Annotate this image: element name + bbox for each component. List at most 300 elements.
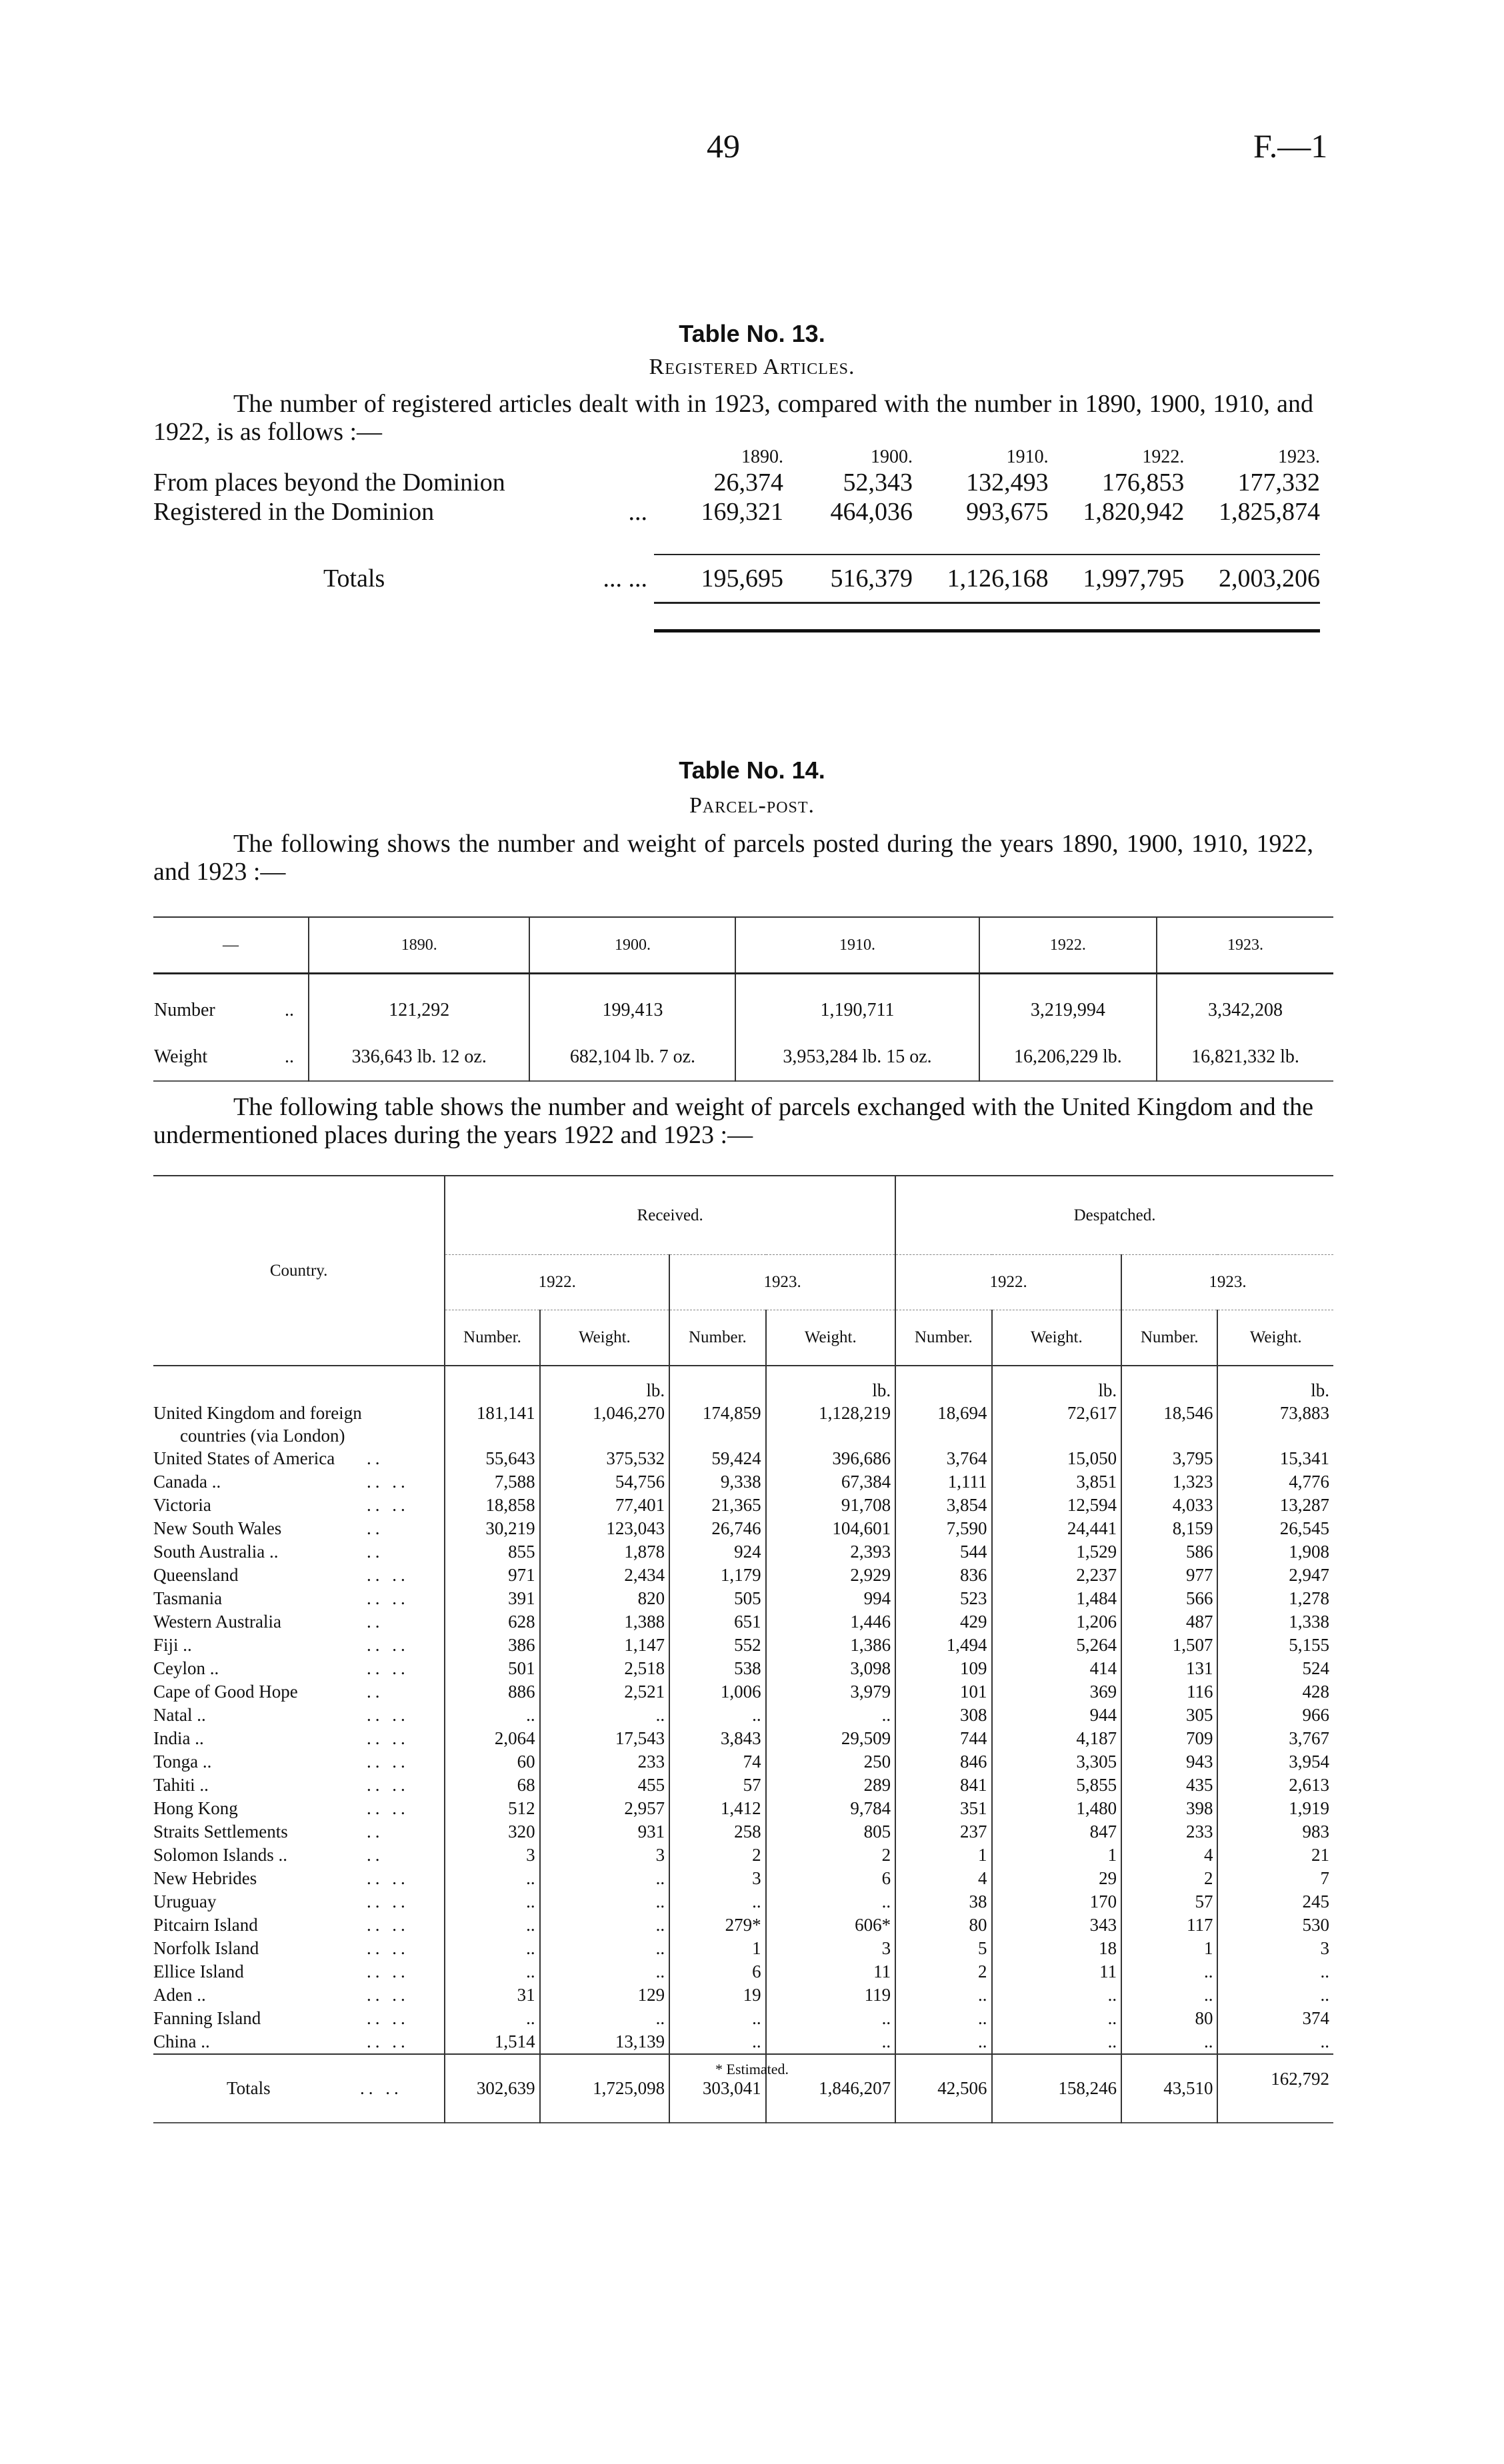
table-row — [153, 1402, 1333, 1425]
leader-dots: .. .. — [367, 1938, 409, 1958]
cell-value: 3,979 — [766, 1680, 896, 1704]
leader-dots: .. .. — [367, 1798, 409, 1818]
cell-value: 59,424 — [669, 1447, 765, 1470]
cell-value: 174,859 — [669, 1402, 765, 1425]
cell-value: .. — [669, 1890, 765, 1913]
country-cell — [153, 1890, 445, 1913]
cell-value: 3,764 — [895, 1447, 991, 1470]
cell-value: 7,590 — [895, 1517, 991, 1540]
cell-value: 2,947 — [1217, 1564, 1333, 1587]
country-cell — [153, 1820, 445, 1844]
cell-value: 505 — [669, 1587, 765, 1610]
cell-value: 117 — [1121, 1913, 1217, 1937]
country-name: countries (via London) — [180, 1426, 345, 1446]
country-cell — [153, 1447, 445, 1470]
cell-value: 258 — [669, 1820, 765, 1844]
leader-dots: .. .. — [367, 1752, 409, 1772]
cell-value: .. — [1121, 2030, 1217, 2054]
country-name: United Kingdom and foreign — [153, 1403, 362, 1423]
subcol-header: Number. — [445, 1310, 539, 1366]
cell-value: 237 — [895, 1820, 991, 1844]
cell-value: 820 — [540, 1587, 670, 1610]
cell-value: 54,756 — [540, 1470, 670, 1494]
table-row — [153, 1913, 1333, 1937]
cell-value: 24,441 — [992, 1517, 1122, 1540]
cell-value: 651 — [669, 1610, 765, 1634]
unit-label: lb. — [766, 1366, 896, 1402]
leader-dots: .. .. — [367, 1472, 409, 1492]
cell-value: 2 — [766, 1844, 896, 1867]
cell-value: 336,643 lb. 12 oz. — [309, 1034, 529, 1081]
country-cell — [153, 2030, 445, 2054]
cell-value: 524 — [1217, 1657, 1333, 1680]
cell-value: .. — [1217, 2030, 1333, 2054]
cell-value: 9,784 — [766, 1797, 896, 1820]
cell-value: 5,855 — [992, 1774, 1122, 1797]
leader-dots: ... — [628, 498, 648, 526]
table13-subtitle: Registered Articles. — [649, 355, 855, 379]
leader-dots: .. .. — [367, 1891, 409, 1911]
cell-value — [895, 1425, 991, 1447]
country-name: India .. — [153, 1728, 204, 1748]
unit-label: lb. — [1217, 1366, 1333, 1402]
cell-value: 3,098 — [766, 1657, 896, 1680]
cell-value: 523 — [895, 1587, 991, 1610]
cell-value: .. — [540, 1960, 670, 1983]
cell-value: 17,543 — [540, 1727, 670, 1750]
cell-value: 343 — [992, 1913, 1122, 1937]
table13-title: Table No. 13. — [679, 320, 825, 347]
country-name: Norfolk Island — [153, 1938, 259, 1958]
country-name: Ceylon .. — [153, 1658, 219, 1678]
country-name: Hong Kong — [153, 1798, 238, 1818]
cell-value: 3,305 — [992, 1750, 1122, 1774]
total-value: 195,695 — [701, 565, 784, 593]
cell-value: 8,159 — [1121, 1517, 1217, 1540]
cell-value: 67,384 — [766, 1470, 896, 1494]
cell-value: 3,767 — [1217, 1727, 1333, 1750]
cell-value: 11 — [992, 1960, 1122, 1983]
country-name: Fanning Island — [153, 2008, 261, 2028]
year-header: 1922. — [1142, 447, 1185, 467]
cell-value: 1,388 — [540, 1610, 670, 1634]
cell-value: 1,190,711 — [735, 974, 979, 1034]
country-cell — [153, 1727, 445, 1750]
cell-value: 3 — [669, 1867, 765, 1890]
column-header: 1923. — [1157, 917, 1333, 974]
cell-value: 606* — [766, 1913, 896, 1937]
table-row — [153, 497, 1320, 527]
leader-dots: .. .. — [367, 1565, 409, 1585]
cell-value: 398 — [1121, 1797, 1217, 1820]
cell-value: 308 — [895, 1704, 991, 1727]
cell-value: .. — [992, 2030, 1122, 2054]
cell-value: .. — [540, 1704, 670, 1727]
country-name: Tahiti .. — [153, 1775, 209, 1795]
cell-value: 2,521 — [540, 1680, 670, 1704]
country-cell — [153, 1704, 445, 1727]
country-name: Ellice Island — [153, 1961, 244, 1981]
year-header: 1890. — [741, 447, 784, 467]
table-row — [153, 1797, 1333, 1820]
cell-value: 289 — [766, 1774, 896, 1797]
cell-value: 847 — [992, 1820, 1122, 1844]
cell-value: 77,401 — [540, 1494, 670, 1517]
cell-value: 1,529 — [992, 1540, 1122, 1564]
table-row — [153, 1517, 1333, 1540]
country-name: Western Australia — [153, 1612, 282, 1632]
country-name: Queensland — [153, 1565, 239, 1585]
cell-value: 1,919 — [1217, 1797, 1333, 1820]
leader-dots: .. .. — [367, 1728, 409, 1748]
cell-value: 11 — [766, 1960, 896, 1983]
country-name: Natal .. — [153, 1705, 206, 1725]
cell-value: 3 — [766, 1937, 896, 1960]
leader-dots: .. .. — [367, 2031, 409, 2051]
cell-value: 16,206,229 lb. — [979, 1034, 1157, 1081]
subcol-header: Weight. — [1217, 1310, 1333, 1366]
table-row — [153, 1844, 1333, 1867]
cell-value: 31 — [445, 1983, 539, 2007]
cell-value: 351 — [895, 1797, 991, 1820]
table14-header-row — [153, 917, 1333, 974]
cell-value: 57 — [1121, 1890, 1217, 1913]
cell-value: 429 — [895, 1610, 991, 1634]
subcol-header: Weight. — [540, 1310, 670, 1366]
country-name: Cape of Good Hope — [153, 1682, 298, 1702]
cell-value: 1,484 — [992, 1587, 1122, 1610]
country-cell — [153, 1517, 445, 1540]
table14-subtitle: Parcel-post. — [689, 793, 815, 818]
table-row — [153, 1657, 1333, 1680]
cell-value: 2,393 — [766, 1540, 896, 1564]
leader-dots: .. — [367, 1682, 384, 1702]
cell-value: .. — [669, 2007, 765, 2030]
cell-value: 7,588 — [445, 1470, 539, 1494]
cell-value: 15,050 — [992, 1447, 1122, 1470]
total-value: 42,506 — [895, 2054, 991, 2123]
leader-dots: .. — [367, 1542, 384, 1562]
cell-value: 1,386 — [766, 1634, 896, 1657]
cell-value: 396,686 — [766, 1447, 896, 1470]
cell-value: 1,908 — [1217, 1540, 1333, 1564]
cell-value: 1,111 — [895, 1470, 991, 1494]
leader-dots: .. .. — [367, 1775, 409, 1795]
parcels-exchanged-table — [153, 1175, 1333, 2123]
country-cell — [153, 1610, 445, 1634]
despatched-header: Despatched. — [895, 1176, 1333, 1255]
country-name: Canada .. — [153, 1472, 221, 1492]
country-cell — [153, 1540, 445, 1564]
column-header: 1890. — [309, 917, 529, 974]
cell-value — [766, 1425, 896, 1447]
cell-value — [992, 1425, 1122, 1447]
country-cell — [153, 1564, 445, 1587]
cell-value: 682,104 lb. 7 oz. — [529, 1034, 735, 1081]
cell-value: 101 — [895, 1680, 991, 1704]
cell-value — [540, 1425, 670, 1447]
cell-value: 57 — [669, 1774, 765, 1797]
subcol-header: Number. — [895, 1310, 991, 1366]
year-header: 1923. — [669, 1255, 895, 1310]
double-rule — [153, 603, 1320, 631]
country-name: Uruguay — [153, 1891, 217, 1911]
table-row — [153, 1890, 1333, 1913]
unit-row — [153, 1366, 1333, 1402]
cell-value: 15,341 — [1217, 1447, 1333, 1470]
year-header: 1922. — [445, 1255, 669, 1310]
table-row — [153, 1540, 1333, 1564]
leader-dots: .. .. — [367, 1868, 409, 1888]
country-name: Tonga .. — [153, 1752, 212, 1772]
cell-value: 2 — [669, 1844, 765, 1867]
table-row — [153, 1034, 1333, 1081]
cell-value: 1,338 — [1217, 1610, 1333, 1634]
leader-dots: .. — [367, 1822, 384, 1842]
country-name: Aden .. — [153, 1985, 206, 2005]
country-cell — [153, 1774, 445, 1797]
leader-dots: .. .. — [367, 1705, 409, 1725]
cell-value: 391 — [445, 1587, 539, 1610]
table-row — [153, 1983, 1333, 2007]
leader-dots: .. .. — [367, 2008, 409, 2028]
leader-dots: .. .. — [367, 1658, 409, 1678]
cell-value: 977 — [1121, 1564, 1217, 1587]
table-row — [153, 1470, 1333, 1494]
cell-value: 169,321 — [701, 498, 784, 526]
cell-value: 374 — [1217, 2007, 1333, 2030]
cell-value: 805 — [766, 1820, 896, 1844]
cell-value: 104,601 — [766, 1517, 896, 1540]
cell-value: 1 — [1121, 1937, 1217, 1960]
table-row — [153, 1680, 1333, 1704]
cell-value: 5,155 — [1217, 1634, 1333, 1657]
cell-value: 435 — [1121, 1774, 1217, 1797]
cell-value: 80 — [1121, 2007, 1217, 2030]
row-label: Number — [154, 1000, 215, 1020]
table-row — [153, 1960, 1333, 1983]
cell-value: 993,675 — [966, 498, 1049, 526]
table-row — [153, 1867, 1333, 1890]
cell-value: 21 — [1217, 1844, 1333, 1867]
cell-value: .. — [895, 2007, 991, 2030]
received-header: Received. — [445, 1176, 895, 1255]
cell-value: 26,746 — [669, 1517, 765, 1540]
column-header: — — [223, 936, 239, 954]
row-label: Registered in the Dominion — [153, 498, 435, 526]
totals-label-cell — [153, 555, 654, 603]
country-cell — [153, 1797, 445, 1820]
table-row — [153, 1727, 1333, 1750]
cell-value: 181,141 — [445, 1402, 539, 1425]
cell-value: 1,878 — [540, 1540, 670, 1564]
year-header: 1923. — [1278, 447, 1320, 467]
total-value: 1,997,795 — [1083, 565, 1185, 593]
cell-value: .. — [669, 1704, 765, 1727]
country-name: New Hebrides — [153, 1868, 257, 1888]
cell-value: 2 — [895, 1960, 991, 1983]
cell-value: 52,343 — [843, 469, 913, 497]
cell-value: .. — [992, 2007, 1122, 2030]
cell-value: 1,507 — [1121, 1634, 1217, 1657]
table13-intro: The number of registered articles dealt with in 1923, compared with the number in 1890, 1900, 1910, and 1922, is as follows :— — [153, 390, 1313, 446]
exchange-table-intro: The following table shows the number and weight of parcels exchanged with the United Kingdom and the undermentioned places during the years 1922 and 1923 :— — [153, 1093, 1313, 1149]
cell-value: 3,219,994 — [979, 974, 1157, 1034]
leader-dots: .. — [367, 1845, 384, 1865]
cell-value: 3,954 — [1217, 1750, 1333, 1774]
cell-value: 3 — [540, 1844, 670, 1867]
cell-value: 544 — [895, 1540, 991, 1564]
country-name: South Australia .. — [153, 1542, 279, 1562]
cell-value: 1,494 — [895, 1634, 991, 1657]
cell-value: 2,613 — [1217, 1774, 1333, 1797]
cell-value: 4,776 — [1217, 1470, 1333, 1494]
total-value: 158,246 — [992, 2054, 1122, 2123]
cell-value: 119 — [766, 1983, 896, 2007]
year-header: 1900. — [871, 447, 913, 467]
cell-value: 2 — [1121, 1867, 1217, 1890]
registered-articles-table — [153, 447, 1320, 632]
cell-value: .. — [1121, 1983, 1217, 2007]
table-row — [153, 1494, 1333, 1517]
cell-value: 129 — [540, 1983, 670, 2007]
table14-intro: The following shows the number and weight of parcels posted during the years 1890, 1900, 1910, 1922, and 1923 :— — [153, 830, 1313, 886]
cell-value: 13,287 — [1217, 1494, 1333, 1517]
subtotal-rule — [153, 527, 1320, 555]
cell-value: .. — [1217, 1960, 1333, 1983]
cell-value: 375,532 — [540, 1447, 670, 1470]
total-value: 516,379 — [830, 565, 913, 593]
table-row — [153, 1587, 1333, 1610]
cell-value: 279* — [669, 1913, 765, 1937]
row-label: From places beyond the Dominion — [153, 469, 505, 497]
cell-value: 1,446 — [766, 1610, 896, 1634]
country-cell — [153, 1983, 445, 2007]
country-name: China .. — [153, 2031, 210, 2051]
cell-value: 18 — [992, 1937, 1122, 1960]
row-label-cell — [153, 497, 654, 527]
cell-value: 1,206 — [992, 1610, 1122, 1634]
cell-value: .. — [445, 1960, 539, 1983]
cell-value: .. — [895, 1983, 991, 2007]
cell-value: 132,493 — [966, 469, 1049, 497]
country-cell — [153, 1587, 445, 1610]
cell-value: 1,820,942 — [1083, 498, 1185, 526]
country-name: Victoria — [153, 1495, 211, 1515]
totals-row — [153, 555, 1320, 603]
cell-value: 3,342,208 — [1157, 974, 1333, 1034]
column-header: 1900. — [529, 917, 735, 974]
cell-value: 4 — [1121, 1844, 1217, 1867]
cell-value: 250 — [766, 1750, 896, 1774]
leader-dots: .. — [285, 1000, 294, 1020]
country-name: Solomon Islands .. — [153, 1845, 288, 1865]
column-header: 1922. — [979, 917, 1157, 974]
country-name: Fiji .. — [153, 1635, 192, 1655]
total-value: 1,126,168 — [947, 565, 1049, 593]
cell-value: .. — [445, 1704, 539, 1727]
country-cell — [153, 1937, 445, 1960]
cell-value: 414 — [992, 1657, 1122, 1680]
table-row — [153, 1774, 1333, 1797]
leader-dots: .. .. — [367, 1495, 409, 1515]
cell-value: .. — [540, 1913, 670, 1937]
year-header: 1910. — [1006, 447, 1049, 467]
cell-value: 177,332 — [1237, 469, 1320, 497]
cell-value: 320 — [445, 1820, 539, 1844]
cell-value: 55,643 — [445, 1447, 539, 1470]
subcol-header: Weight. — [992, 1310, 1122, 1366]
leader-dots: .. .. — [367, 1985, 409, 2005]
country-cell — [153, 1680, 445, 1704]
cell-value: 1,278 — [1217, 1587, 1333, 1610]
leader-dots: .. .. — [367, 1915, 409, 1935]
table-row — [153, 468, 1320, 497]
unit-label: lb. — [992, 1366, 1122, 1402]
cell-value: 72,617 — [992, 1402, 1122, 1425]
cell-value: 26,374 — [713, 469, 784, 497]
cell-value: 3,854 — [895, 1494, 991, 1517]
cell-value: 2,064 — [445, 1727, 539, 1750]
cell-value: 29 — [992, 1867, 1122, 1890]
cell-value: 4,033 — [1121, 1494, 1217, 1517]
total-value: 162,792 — [1217, 2054, 1333, 2123]
row-label-cell — [153, 974, 309, 1034]
footnote: * Estimated. — [715, 2061, 789, 2077]
cell-value: 18,694 — [895, 1402, 991, 1425]
cell-value: 1,128,219 — [766, 1402, 896, 1425]
cell-value: .. — [766, 2007, 896, 2030]
total-value: 43,510 — [1121, 2054, 1217, 2123]
cell-value: 1,006 — [669, 1680, 765, 1704]
cell-value: 116 — [1121, 1680, 1217, 1704]
table-row — [153, 1820, 1333, 1844]
cell-value: 18,858 — [445, 1494, 539, 1517]
total-value: 1,846,207 — [766, 2054, 896, 2123]
cell-value: 530 — [1217, 1913, 1333, 1937]
subcol-header: Number. — [669, 1310, 765, 1366]
subcol-header: Weight. — [766, 1310, 896, 1366]
cell-value: 1,046,270 — [540, 1402, 670, 1425]
table-row — [153, 1704, 1333, 1727]
country-cell — [153, 2007, 445, 2030]
cell-value: .. — [669, 2030, 765, 2054]
cell-value: 2,957 — [540, 1797, 670, 1820]
country-name: United States of America — [153, 1448, 335, 1468]
leader-dots: .. .. — [367, 1588, 409, 1608]
country-cell — [153, 1913, 445, 1937]
total-value: 303,041 — [669, 2054, 765, 2123]
table-row — [153, 2007, 1333, 2030]
cell-value: 38 — [895, 1890, 991, 1913]
country-cell — [153, 1960, 445, 1983]
country-header: Country. — [269, 1261, 328, 1280]
country-cell — [153, 1494, 445, 1517]
cell-value: 3 — [445, 1844, 539, 1867]
country-name: Tasmania — [153, 1588, 223, 1608]
cell-value: 3,795 — [1121, 1447, 1217, 1470]
cell-value: 836 — [895, 1564, 991, 1587]
table-row — [153, 1610, 1333, 1634]
cell-value: 91,708 — [766, 1494, 896, 1517]
cell-value: .. — [445, 1890, 539, 1913]
leader-dots: .. .. — [367, 1961, 409, 1981]
cell-value: .. — [540, 1937, 670, 1960]
cell-value: 1,323 — [1121, 1470, 1217, 1494]
cell-value: 931 — [540, 1820, 670, 1844]
cell-value: 744 — [895, 1727, 991, 1750]
unit-label: lb. — [540, 1366, 670, 1402]
